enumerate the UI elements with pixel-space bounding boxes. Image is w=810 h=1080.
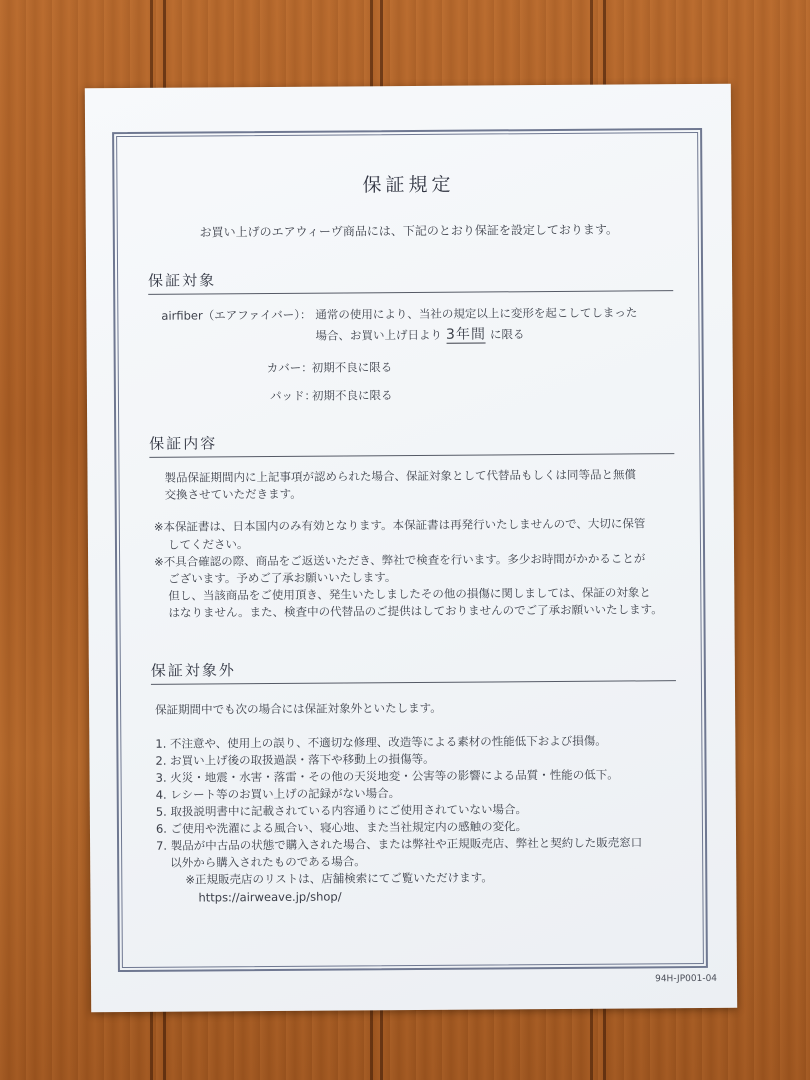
exclusions-list [155,732,642,871]
coverage-heading: 保証対象 [148,266,673,295]
content-line-2: 交換させていただきます。 [164,486,302,502]
note-line: ※不具合確認の際、商品をご返送いただき、弊社で検査を行います。多少お時間がかかることが [154,551,646,569]
intro-text: お買い上げのエアウィーヴ商品には、下記のとおり保証を設定しております。 [199,222,618,240]
list-item: 6. ご使用や洗濯による風合い、寝心地、また当社規定内の感触の変化。 [155,819,528,836]
airfiber-line-2-suffix: に限る [489,327,525,342]
document-code: 94H-JP001-04 [655,973,718,985]
note-line: してください。 [167,537,249,552]
list-item: 7. 製品が中古品の状態で購入された場合、または弊社や正規販売店、弊社と契約した販売窓口 [156,835,643,853]
airfiber-line-2-prefix: 場合、お買い上げ日より [315,327,443,343]
note-line: 但し、当該商品をご使用頂き、発生いたしましたその他の損傷に関しましては、保証の対象と [168,585,651,603]
pad-text: 初期不良に限る [311,388,393,403]
content-heading: 保証内容 [149,429,674,458]
warranty-period: 3年間 [445,326,486,343]
list-item: 以外から購入されたものである場合。 [170,854,366,870]
exclusions-heading: 保証対象外 [151,656,676,685]
list-item: 5. 取扱説明書中に記載されている内容通りにご使用されていない場合。 [155,802,528,819]
note-line: ございます。予めご了承お願いいたします。 [168,570,397,586]
list-item: 4. レシート等のお買い上げの記録がない場合。 [155,786,401,802]
pad-label: パッド： [269,388,316,403]
airfiber-line-2 [315,326,524,344]
cover-text: 初期不良に限る [311,360,393,375]
cover-label: カバー： [266,360,313,376]
warranty-sheet [85,84,737,1012]
list-item: 3. 火災・地震・水害・落雷・その他の天災地変・公害等の影響による品質・性能の低下。 [155,767,619,785]
content-line-1: 製品保証期間内に上記事項が認められた場合、保証対象として代替品もしくは同等品と無償 [164,467,637,485]
store-url: https://airweave.jp/shop/ [198,889,342,905]
note-line: はなりません。また、検査中の代替品のご提供はしておりませんのでご了承お願いいたします。 [168,602,663,620]
list-item: 2. お買い上げ後の取扱過誤・落下や移動上の損傷等。 [155,751,435,768]
airfiber-line-1: 通常の使用により、当社の規定以上に変形を起こしてしまった [315,305,638,322]
note-line: ※本保証書は、日本国内のみ有効となります。本保証書は再発行いたしませんので、大切に保管 [153,516,646,534]
airfiber-label: airfiber（エアファイバー）： [161,307,312,323]
exclusions-intro: 保証期間中でも次の場合には保証対象外といたします。 [155,700,442,717]
list-item: 1. 不注意や、使用上の誤り、不適切な修理、改造等による素材の性能低下および損傷。 [155,733,607,751]
document-title: 保証規定 [362,173,455,197]
store-note: ※正規販売店のリストは、店舗検索にてご覧いただけます。 [185,870,493,887]
